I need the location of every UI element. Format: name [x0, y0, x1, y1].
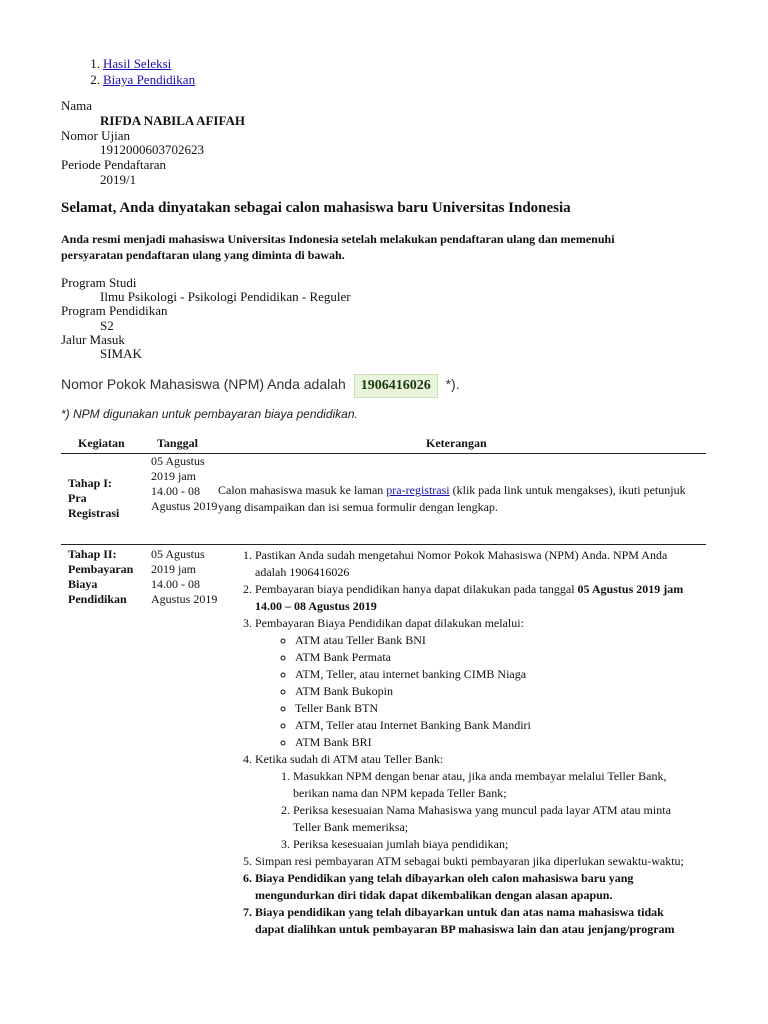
step-3: 3. Pembayaran Biaya Pendidikan dapat dilakukan melalui: ◦ ATM atau Teller Bank BNI ◦ ATM Bank Permata ◦ ATM, Teller, atau internet banking CIMB Niaga ◦ ATM Bank Bukopin ◦ Teller Bank BTN ◦ ATM, Teller atau Internet Banking Bank Mandiri ◦ ATM Bank BRI: [255, 615, 696, 751]
row1-tanggal: 05 Agustus 2019 jam 14.00 - 08 Agustus 2019: [151, 454, 218, 513]
atm-substeps: [255, 768, 696, 853]
bank-item: ◦ ATM, Teller, atau internet banking CIMB Niaga: [295, 666, 696, 683]
row1-tahap: Tahap I: Pra Registrasi: [68, 476, 120, 520]
substep-item: 2. Periksa kesesuaian Nama Mahasiswa yang muncul pada layar ATM atau minta Teller Bank memeriksa;: [293, 802, 696, 836]
npm-note: *) NPM digunakan untuk pembayaran biaya pendidikan.: [61, 407, 358, 421]
step-7: 7. Biaya pendidikan yang telah dibayarkan untuk dan atas nama mahasiswa tidak dapat dialihkan untuk pembayaran BP mahasiswa lain dan atau jenjang/program: [255, 904, 696, 938]
program-pendidikan-value: S2: [100, 318, 114, 333]
hasil-seleksi-link[interactable]: Hasil Seleksi: [103, 56, 172, 71]
bank-item: ◦ ATM Bank Permata: [295, 649, 696, 666]
periode-label: Periode Pendaftaran: [61, 157, 167, 172]
bank-item: ◦ ATM, Teller atau Internet Banking Bank Mandiri: [295, 717, 696, 734]
intro-text: Anda resmi menjadi mahasiswa Universitas Indonesia setelah melakukan pendaftaran ulang dan memenuhi persyaratan pendaftaran ulang yang diminta di bawah.: [61, 232, 615, 262]
substep-item: 1. Masukkan NPM dengan benar atau, jika anda membayar melalui Teller Bank, berikan nama dan NPM kepada Teller Bank;: [293, 768, 696, 802]
substep-item: 3. Periksa kesesuaian jumlah biaya pendidikan;: [293, 836, 696, 853]
jalur-masuk-value: SIMAK: [100, 346, 142, 361]
biaya-pendidikan-link[interactable]: Biaya Pendidikan: [103, 72, 196, 87]
program-studi-value: Ilmu Psikologi - Psikologi Pendidikan - Reguler: [100, 289, 351, 304]
row-divider: [61, 544, 706, 545]
npm-line: [61, 374, 460, 398]
nomor-ujian-value: 1912000603702623: [100, 142, 204, 157]
program-studi-label: Program Studi: [61, 275, 137, 290]
payment-steps: [218, 547, 696, 938]
npm-prefix: Nomor Pokok Mahasiswa (NPM) Anda adalah: [61, 376, 346, 392]
nama-value: RIFDA NABILA AFIFAH: [100, 113, 245, 128]
nav-list: [82, 56, 195, 88]
step-4: 4. Ketika sudah di ATM atau Teller Bank: 1. Masukkan NPM dengan benar atau, jika anda membayar melalui Teller Bank, berikan nama dan NPM kepada Teller Bank; 2. Periksa kesesuaian Nama Mahasiswa yang muncul pada layar ATM atau minta Teller Bank memeriksa; 3. Periksa kesesuaian jumlah biaya pendidikan;: [255, 751, 696, 853]
row1-keterangan: Calon mahasiswa masuk ke laman pra-registrasi (klik pada link untuk mengakses), ikuti petunjuk yang disampaikan dan isi semua formulir dengan lengkap.: [218, 483, 686, 514]
bank-list: [255, 632, 696, 751]
bank-item: ◦ ATM Bank Bukopin: [295, 683, 696, 700]
npm-suffix: *).: [445, 376, 460, 392]
nama-label: Nama: [61, 98, 93, 113]
jalur-masuk-label: Jalur Masuk: [61, 332, 125, 347]
row2-tanggal: 05 Agustus 2019 jam 14.00 - 08 Agustus 2019: [151, 547, 218, 606]
header-keterangan: Keterangan: [426, 436, 487, 450]
bank-item: ◦ ATM atau Teller Bank BNI: [295, 632, 696, 649]
periode-value: 2019/1: [100, 172, 137, 187]
npm-value-badge: 1906416026: [354, 374, 438, 398]
program-pendidikan-label: Program Pendidikan: [61, 303, 168, 318]
bank-item: ◦ Teller Bank BTN: [295, 700, 696, 717]
step-5: 5. Simpan resi pembayaran ATM sebagai bukti pembayaran jika diperlukan sewaktu-waktu;: [255, 853, 696, 870]
nav-item-hasil-seleksi: 1. Hasil Seleksi: [90, 56, 172, 71]
header-tanggal: Tanggal: [157, 436, 198, 450]
row2-tahap: Tahap II: Pembayaran Biaya Pendidikan: [68, 547, 134, 606]
step-1: 1. Pastikan Anda sudah mengetahui Nomor Pokok Mahasiswa (NPM) Anda. NPM Anda adalah 1906416026: [255, 547, 696, 581]
pra-registrasi-link[interactable]: pra-registrasi: [386, 483, 450, 497]
nav-item-biaya-pendidikan: 2. Biaya Pendidikan: [90, 72, 196, 87]
nomor-ujian-label: Nomor Ujian: [61, 128, 130, 143]
step-2: 2. Pembayaran biaya pendidikan hanya dapat dilakukan pada tanggal 05 Agustus 2019 jam 14.00 – 08 Agustus 2019: [255, 581, 696, 615]
congrats-heading: Selamat, Anda dinyatakan sebagai calon mahasiswa baru Universitas Indonesia: [61, 200, 571, 216]
step-6: 6. Biaya Pendidikan yang telah dibayarkan oleh calon mahasiswa baru yang mengundurkan diri tidak dapat dikembalikan dengan alasan apapun.: [255, 870, 696, 904]
bank-item: ◦ ATM Bank BRI: [295, 734, 696, 751]
header-kegiatan: Kegiatan: [78, 436, 125, 450]
